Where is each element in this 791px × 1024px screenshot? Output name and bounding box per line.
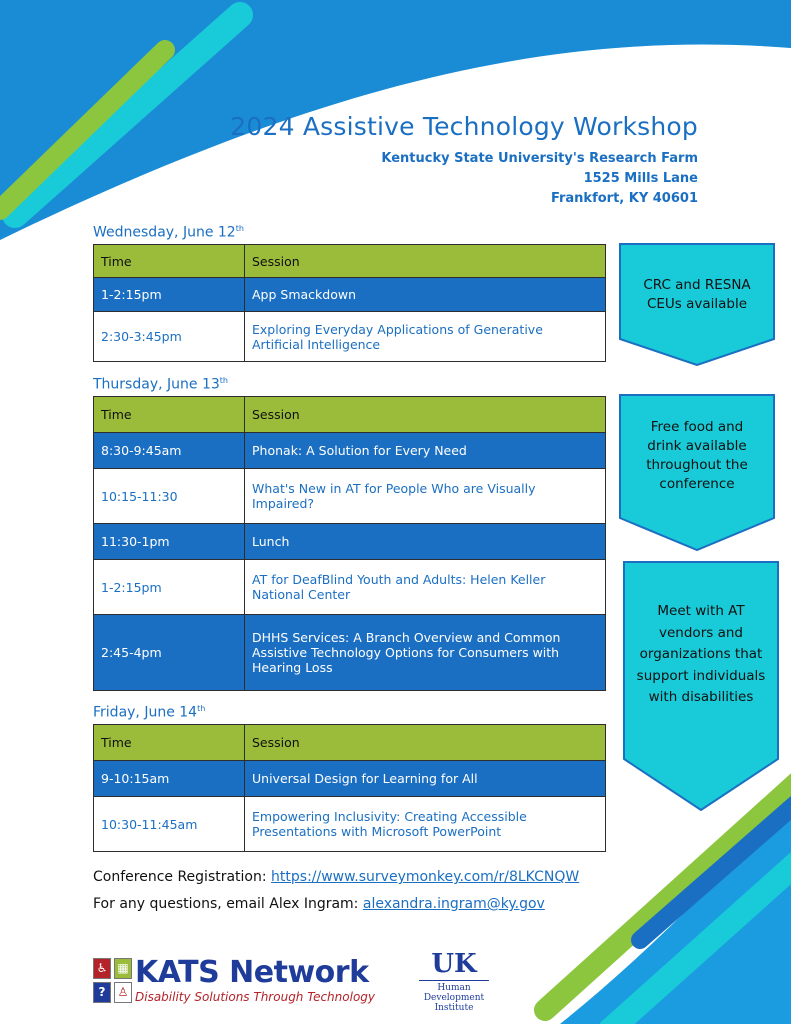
callout-text: Meet with AT vendors and organizations that support individuals with disabilities: [636, 603, 766, 705]
table-row: [94, 312, 606, 362]
uk-mark-icon: UK: [431, 949, 477, 979]
session-title: Empowering Inclusivity: Creating Accessible Presentations with Microsoft PowerPoint: [245, 797, 606, 852]
questions-label: For any questions, email Alex Ingram:: [93, 896, 363, 912]
session-time: 9-10:15am: [94, 761, 245, 797]
session-time: 1-2:15pm: [94, 278, 245, 312]
registration-label: Conference Registration:: [93, 869, 272, 885]
table-row: [94, 433, 606, 469]
hdi-text-line: Development: [423, 993, 485, 1003]
table-header-row: [94, 397, 606, 433]
table-row: [94, 524, 606, 560]
table-row: [94, 469, 606, 524]
callout-vendors: [623, 561, 779, 811]
hdi-divider: [419, 980, 489, 981]
column-header-session: Session: [245, 397, 606, 433]
schedule-table-friday: [93, 724, 606, 852]
session-title: DHHS Services: A Branch Overview and Common Assistive Technology Options for Consumers with Hearing Loss: [245, 615, 606, 691]
column-header-time: Time: [94, 725, 245, 761]
cane-icon: ♙: [114, 982, 132, 1003]
callout-text: CRC and RESNA CEUs available: [643, 277, 751, 312]
day-heading-wednesday: Wednesday, June 12th: [93, 224, 244, 241]
table-header-row: [94, 245, 606, 278]
hearing-icon: ?: [93, 982, 111, 1003]
session-title: Phonak: A Solution for Every Need: [245, 433, 606, 469]
column-header-session: Session: [245, 725, 606, 761]
day-heading-friday: Friday, June 14th: [93, 704, 206, 721]
hdi-logo: [410, 950, 498, 1013]
session-time: 8:30-9:45am: [94, 433, 245, 469]
registration-line: [93, 869, 579, 885]
session-title: Lunch: [245, 524, 606, 560]
session-title: What's New in AT for People Who are Visually Impaired?: [245, 469, 606, 524]
session-time: 1-2:15pm: [94, 560, 245, 615]
questions-email-link[interactable]: alexandra.ingram@ky.gov: [362, 896, 545, 912]
hdi-text-line: Institute: [434, 1003, 474, 1013]
wheelchair-icon: ♿: [93, 958, 111, 979]
registration-link[interactable]: https://www.surveymonkey.com/r/8LKCNQW: [271, 869, 580, 885]
session-title: AT for DeafBlind Youth and Adults: Helen Keller National Center: [245, 560, 606, 615]
schedule-table-thursday: [93, 396, 606, 691]
callout-text: Free food and drink available throughout the conference: [646, 419, 748, 492]
session-title: Exploring Everyday Applications of Generative Artificial Intelligence: [245, 312, 606, 362]
session-time: 11:30-1pm: [94, 524, 245, 560]
session-title: App Smackdown: [245, 278, 606, 312]
kats-network-name: KATS Network: [135, 955, 369, 990]
column-header-time: Time: [94, 397, 245, 433]
keypad-icon: ▦: [114, 958, 132, 979]
table-header-row: [94, 725, 606, 761]
table-row: [94, 761, 606, 797]
questions-line: [93, 896, 545, 912]
venue-street: 1525 Mills Lane: [583, 171, 698, 186]
event-header: [230, 112, 698, 209]
session-time: 10:30-11:45am: [94, 797, 245, 852]
callout-food: [619, 394, 775, 551]
session-time: 10:15-11:30: [94, 469, 245, 524]
column-header-session: Session: [245, 245, 606, 278]
session-title: Universal Design for Learning for All: [245, 761, 606, 797]
column-header-time: Time: [94, 245, 245, 278]
venue-city: Frankfort, KY 40601: [550, 191, 698, 206]
session-time: 2:45-4pm: [94, 615, 245, 691]
kats-icon-grid: [93, 958, 133, 1004]
schedule-table-wednesday: [93, 244, 606, 362]
table-row: [94, 797, 606, 852]
hdi-text-line: Human: [437, 983, 471, 993]
session-time: 2:30-3:45pm: [94, 312, 245, 362]
table-row: [94, 278, 606, 312]
venue-name: Kentucky State University's Research Farm: [381, 151, 698, 166]
venue-address: [230, 149, 698, 209]
day-heading-thursday: Thursday, June 13th: [93, 376, 228, 393]
kats-tagline: Disability Solutions Through Technology: [135, 990, 375, 1004]
table-row: [94, 615, 606, 691]
event-title: 2024 Assistive Technology Workshop: [230, 112, 698, 141]
table-row: [94, 560, 606, 615]
callout-ceus: [619, 243, 775, 366]
